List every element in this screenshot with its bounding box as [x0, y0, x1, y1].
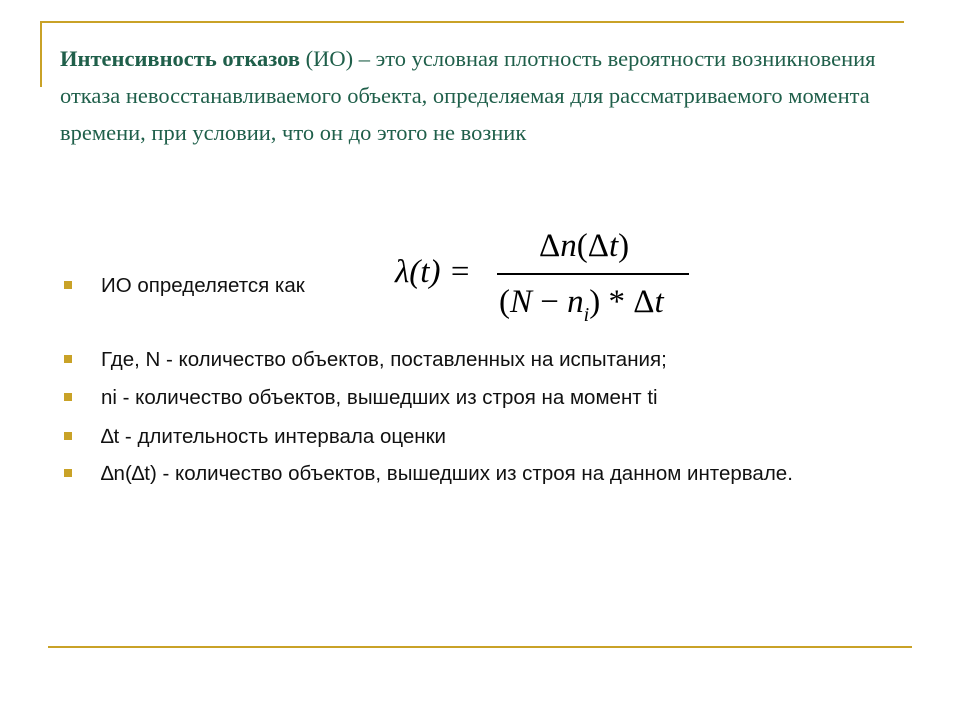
- bullet-item: [62, 382, 881, 413]
- formula-num-open: (Δ: [576, 228, 609, 264]
- slide-title: [60, 40, 900, 151]
- bullet-marker-icon: [64, 355, 72, 363]
- formula-den-times-delta: * Δ: [600, 284, 655, 320]
- bullet-marker-icon: [64, 281, 72, 289]
- bullet-marker-icon: [64, 469, 72, 477]
- title-term: Интенсивность отказов: [60, 46, 300, 71]
- formula-den-open: (: [499, 284, 510, 320]
- formula-den-subscript-i: i: [583, 304, 590, 326]
- bullet-item: [62, 344, 881, 375]
- bullet-item: [62, 421, 881, 452]
- bullet-text: ni - количество объектов, вышедших из строя на момент ti: [101, 386, 658, 409]
- formula-den-minus: −: [532, 284, 568, 320]
- formula-den-n: n: [567, 284, 584, 320]
- bullet-text: ∆n(∆t) - количество объектов, вышедших из строя на данном интервале.: [101, 462, 793, 485]
- formula-lhs: λ(t) =: [395, 254, 471, 290]
- bullet-item: [62, 458, 881, 489]
- frame-bottom-line: [48, 646, 912, 648]
- formula-num-n: n: [560, 228, 577, 264]
- failure-rate-formula: [395, 228, 705, 328]
- formula-num-delta: Δ: [539, 228, 561, 264]
- bullet-text: ∆t - длительность интервала оценки: [101, 425, 446, 448]
- bullet-text: ИО определяется как: [101, 274, 305, 297]
- frame-top-line: [40, 21, 904, 23]
- title-definition: (ИО) – это условная плотность вероятности возникновения отказа невосстанавливаемого объекта, определяемая для рассматриваемого момента времени, при условии, что он до этого не возник: [60, 46, 876, 145]
- fraction-bar: [497, 273, 689, 275]
- formula-denominator: [499, 284, 664, 326]
- formula-num-close: ): [618, 228, 630, 264]
- formula-den-close: ): [589, 284, 601, 320]
- frame-left-line: [40, 21, 42, 87]
- formula-den-N: N: [510, 284, 533, 320]
- bullet-text: Где, N - количество объектов, поставленных на испытания;: [101, 348, 667, 371]
- formula-numerator: [539, 228, 629, 265]
- bullet-marker-icon: [64, 432, 72, 440]
- bullet-marker-icon: [64, 393, 72, 401]
- formula-den-t: t: [654, 284, 664, 320]
- formula-num-t: t: [608, 228, 619, 264]
